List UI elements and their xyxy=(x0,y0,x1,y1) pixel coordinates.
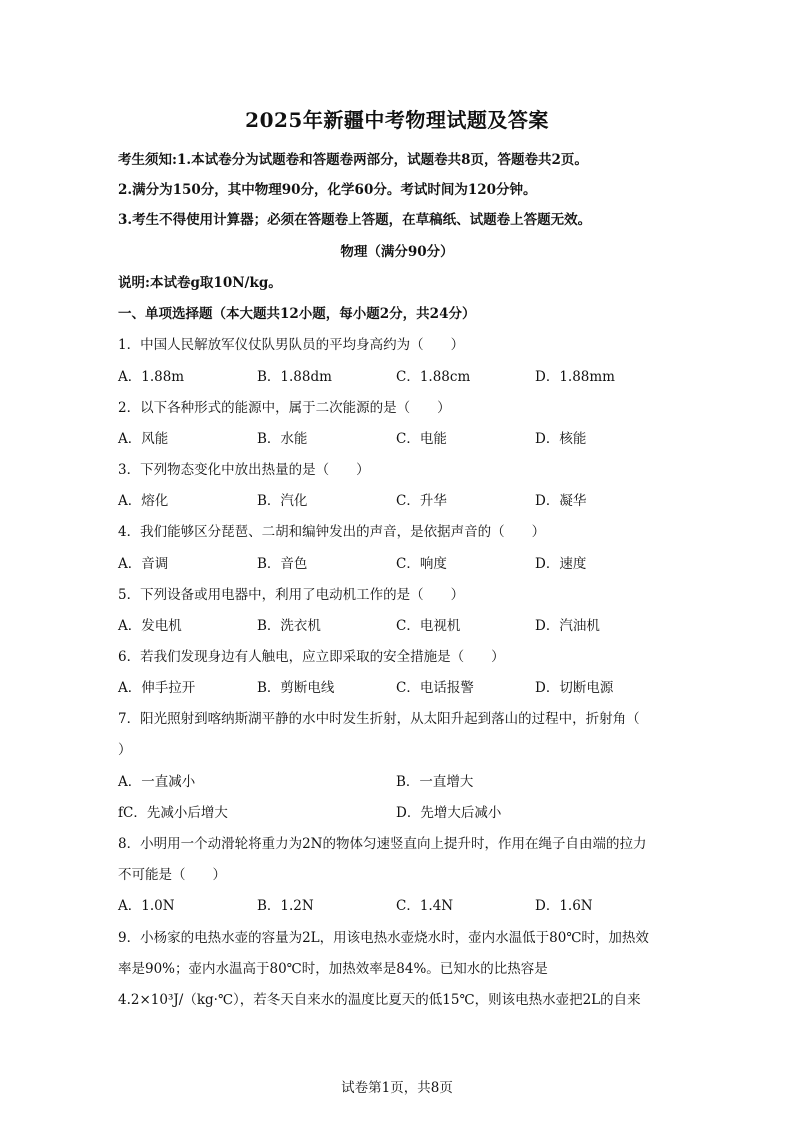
question-stem: 7．阳光照射到喀纳斯湖平静的水中时发生折射，从太阳升起到落山的过程中，折射角（ xyxy=(118,711,640,727)
question-stem-cont: 不可能是（ ） xyxy=(118,867,226,883)
question-stem: 9．小杨家的电热水壶的容量为2L，用该电热水壶烧水时，壶内水温低于80℃时，加热效 xyxy=(118,930,649,946)
question-option: C．1.4N xyxy=(396,898,454,914)
notice-line-1: 考生须知:1.本试卷分为试题卷和答题卷两部分，试题卷共8页，答题卷共2页。 xyxy=(118,152,588,168)
question-option: C．响度 xyxy=(396,556,447,572)
notice-line-3: 3.考生不得使用计算器；必须在答题卷上答题，在草稿纸、试题卷上答题无效。 xyxy=(118,212,592,228)
question-option: A．熔化 xyxy=(118,493,169,509)
question-option: D．先增大后减小 xyxy=(396,805,502,821)
question-option: B．水能 xyxy=(257,431,308,447)
question-option: fC．先减小后增大 xyxy=(118,805,228,821)
question-option: A．风能 xyxy=(118,431,169,447)
question-stem: 3．下列物态变化中放出热量的是（ ） xyxy=(118,462,370,478)
question-stem: 1．中国人民解放军仪仗队男队员的平均身高约为（ ） xyxy=(118,337,465,353)
question-option: D．凝华 xyxy=(535,493,587,509)
question-option: A．音调 xyxy=(118,556,169,572)
question-option: C．电视机 xyxy=(396,618,461,634)
question-option: B．剪断电线 xyxy=(257,680,335,696)
question-stem: 5．下列设备或用电器中，利用了电动机工作的是（ ） xyxy=(118,587,465,603)
question-option: D．切断电源 xyxy=(535,680,614,696)
question-option: B．1.88dm xyxy=(257,369,332,385)
page-title: 2025年新疆中考物理试题及答案 xyxy=(245,108,549,132)
question-option: C．升华 xyxy=(396,493,447,509)
question-option: B．一直增大 xyxy=(396,774,474,790)
question-option: D．核能 xyxy=(535,431,587,447)
question-option: A．1.0N xyxy=(118,898,175,914)
question-stem-cont: ） xyxy=(118,742,132,758)
question-option: C．1.88cm xyxy=(396,369,471,385)
question-stem: 4．我们能够区分琵琶、二胡和编钟发出的声音，是依据声音的（ ） xyxy=(118,524,546,540)
question-option: A．伸手拉开 xyxy=(118,680,196,696)
question-option: D．汽油机 xyxy=(535,618,600,634)
question-option: B．汽化 xyxy=(257,493,308,509)
question-option: C．电话报警 xyxy=(396,680,474,696)
question-stem-cont: 率是90%；壶内水温高于80℃时，加热效率是84%。已知水的比热容是 xyxy=(118,961,548,977)
question-stem: 6．若我们发现身边有人触电，应立即采取的安全措施是（ ） xyxy=(118,649,505,665)
question-option: D．速度 xyxy=(535,556,587,572)
question-option: D．1.6N xyxy=(535,898,593,914)
question-option: D．1.88mm xyxy=(535,369,615,385)
section-heading: 一、单项选择题（本大题共12小题，每小题2分，共24分） xyxy=(118,306,476,322)
explain-note: 说明:本试卷g取10N/kg。 xyxy=(118,275,282,291)
question-option: A．一直减小 xyxy=(118,774,196,790)
question-option: B．音色 xyxy=(257,556,308,572)
question-option: B．1.2N xyxy=(257,898,314,914)
question-stem: 2．以下各种形式的能源中，属于二次能源的是（ ） xyxy=(118,400,451,416)
question-option: A．发电机 xyxy=(118,618,182,634)
question-option: C．电能 xyxy=(396,431,447,447)
subject-heading: 物理（满分90分） xyxy=(340,244,454,260)
page-footer: 试卷第1页，共8页 xyxy=(341,1080,453,1096)
notice-line-2: 2.满分为150分，其中物理90分，化学60分。考试时间为120分钟。 xyxy=(118,182,537,198)
question-stem-cont: 4.2×10³J/（kg·℃），若冬天自来水的温度比夏天的低15℃，则该电热水壶把2L的自来 xyxy=(118,992,641,1008)
question-option: B．洗衣机 xyxy=(257,618,321,634)
question-stem: 8．小明用一个动滑轮将重力为2N的物体匀速竖直向上提升时，作用在绳子自由端的拉力 xyxy=(118,836,647,852)
question-option: A．1.88m xyxy=(118,369,185,385)
